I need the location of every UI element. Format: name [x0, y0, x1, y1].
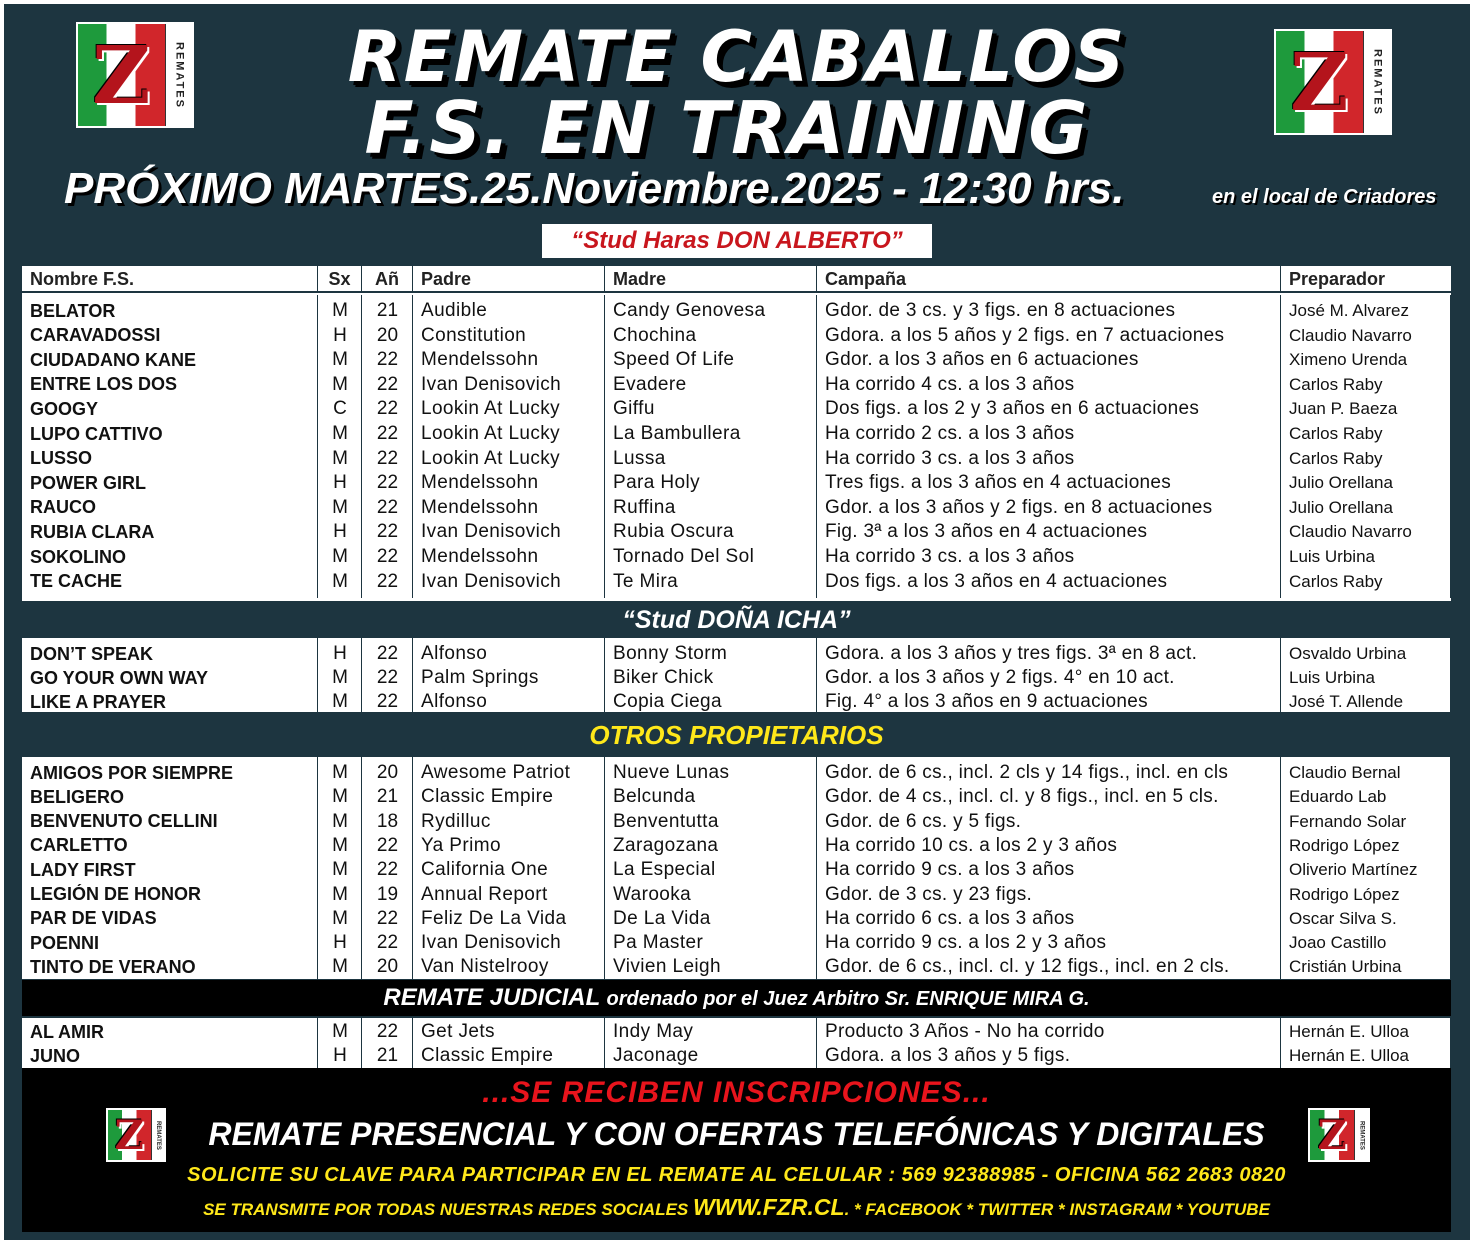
age-cell: 22	[376, 496, 399, 518]
horse-name-cell: LEGIÓN DE HONOR	[30, 884, 202, 904]
dam-cell: Speed Of Life	[613, 349, 735, 371]
trainer-cell: José T. Allende	[1289, 692, 1404, 712]
campaign-cell: Ha corrido 2 cs. a los 3 años	[825, 423, 1075, 444]
dam-cell: Para Holy	[613, 472, 701, 494]
campaign-cell: Gdor. a los 3 años en 6 actuaciones	[825, 349, 1139, 371]
sex-cell: M	[332, 1021, 348, 1042]
table-row	[22, 422, 1451, 446]
sire-cell: Rydilluc	[421, 810, 491, 832]
sire-cell: Alfonso	[421, 691, 488, 713]
campaign-cell: Dos figs. a los 2 y 3 años en 6 actuaciones	[825, 398, 1200, 420]
table-row	[22, 397, 1451, 421]
horse-name-cell: JUNO	[30, 1045, 81, 1066]
campaign-cell: Ha corrido 9 cs. a los 2 y 3 años	[825, 932, 1107, 954]
trainer-cell: Carlos Raby	[1289, 374, 1383, 394]
sire-cell: Mendelssohn	[421, 546, 539, 567]
campaign-cell: Ha corrido 10 cs. a los 2 y 3 años	[825, 834, 1118, 856]
horse-name-cell: GOOGY	[30, 398, 99, 419]
trainer-cell: Juan P. Baeza	[1289, 399, 1398, 419]
sire-cell: Ivan Denisovich	[421, 373, 562, 395]
trainer-cell: Luis Urbina	[1289, 668, 1375, 688]
dam-cell: Giffu	[613, 398, 655, 420]
sex-cell: M	[332, 907, 348, 929]
dam-cell: Benventutta	[613, 810, 719, 832]
dam-cell: Lussa	[613, 447, 666, 469]
horse-name-cell: LADY FIRST	[30, 859, 136, 880]
dam-cell: Indy May	[613, 1021, 694, 1042]
sex-cell: H	[333, 324, 347, 346]
campaign-cell: Gdor. de 6 cs. y 5 figs.	[825, 810, 1022, 832]
footer-contact: SOLICITE SU CLAVE PARA PARTICIPAR EN EL REMATE AL CELULAR : 569 92388985 - OFICINA 562 2683 0820	[187, 1164, 1286, 1186]
age-cell: 22	[376, 521, 399, 543]
dam-cell: De La Vida	[613, 907, 711, 929]
trainer-cell: Julio Orellana	[1289, 473, 1393, 493]
col-header-padre: Padre	[413, 266, 605, 291]
trainer-cell: Claudio Bernal	[1289, 763, 1401, 782]
dam-cell: Chochina	[613, 324, 697, 346]
trainer-cell: Rodrigo López	[1289, 835, 1400, 855]
sire-cell: Mendelssohn	[421, 472, 539, 494]
trainer-cell: José M. Alvarez	[1289, 301, 1409, 320]
table-row	[22, 761, 1451, 785]
trainer-cell: Carlos Raby	[1289, 571, 1383, 591]
trainer-cell: Oscar Silva S.	[1289, 908, 1397, 928]
sex-cell: H	[333, 1045, 347, 1067]
horse-name-cell: CARLETTO	[30, 835, 128, 856]
table-row	[22, 324, 1451, 348]
sire-cell: Palm Springs	[421, 667, 539, 689]
horse-name-cell: LUSSO	[30, 448, 93, 469]
sire-cell: Lookin At Lucky	[421, 447, 561, 469]
horse-name-cell: CIUDADANO KANE	[30, 349, 196, 370]
title-line-1: REMATE CABALLOS	[347, 16, 1127, 98]
sex-cell: M	[332, 810, 348, 832]
sire-cell: Van Nistelrooy	[421, 956, 549, 978]
horse-name-cell: POENNI	[30, 932, 100, 953]
sex-cell: H	[333, 521, 347, 543]
age-cell: 22	[376, 570, 399, 592]
campaign-cell: Gdor. de 3 cs. y 3 figs. en 8 actuaciones	[825, 300, 1176, 321]
campaign-cell: Gdor. de 3 cs. y 23 figs.	[825, 883, 1033, 905]
sex-cell: M	[332, 762, 348, 783]
sire-cell: Mendelssohn	[421, 496, 539, 518]
campaign-cell: Ha corrido 4 cs. a los 3 años	[825, 373, 1075, 395]
horse-name-cell: LUPO CATTIVO	[30, 423, 163, 444]
campaign-cell: Gdora. a los 5 años y 2 figs. en 7 actuaciones	[825, 324, 1225, 346]
age-cell: 22	[376, 859, 399, 881]
trainer-cell: Carlos Raby	[1289, 448, 1383, 468]
age-cell: 22	[376, 1021, 399, 1042]
age-cell: 20	[376, 324, 399, 346]
table-row	[22, 545, 1451, 569]
horse-name-cell: DON’T SPEAK	[30, 643, 154, 664]
logo-letter: Z	[92, 28, 151, 122]
table-row	[22, 834, 1451, 858]
table-row	[22, 931, 1451, 955]
campaign-cell: Gdor. de 6 cs., incl. cl. y 12 figs., incl. en 2 cls.	[825, 956, 1230, 978]
horse-name-cell: RAUCO	[30, 497, 96, 518]
dam-cell: Jaconage	[613, 1045, 699, 1067]
trainer-cell: Claudio Navarro	[1289, 325, 1412, 345]
footer	[22, 1068, 1451, 1232]
section-title-otros-propietarios: OTROS PROPIETARIOS	[22, 714, 1451, 756]
trainer-cell: Ximeno Urenda	[1289, 350, 1408, 370]
auction-location: en el local de Criadores	[1212, 186, 1437, 208]
age-cell: 21	[376, 786, 399, 808]
logo-footer-right	[1308, 1108, 1370, 1162]
table-body	[22, 638, 1451, 712]
campaign-cell: Gdora. a los 3 años y 5 figs.	[825, 1045, 1071, 1067]
dam-cell: Tornado Del Sol	[613, 546, 755, 567]
auction-date: PRÓXIMO MARTES.25.Noviembre.2025 - 12:30 hrs.	[64, 164, 1125, 213]
age-cell: 21	[376, 1045, 399, 1067]
table-row	[22, 955, 1451, 979]
age-cell: 22	[376, 907, 399, 929]
age-cell: 20	[376, 762, 399, 783]
horse-name-cell: GO YOUR OWN WAY	[30, 667, 209, 688]
campaign-cell: Ha corrido 6 cs. a los 3 años	[825, 907, 1075, 929]
col-header-campana: Campaña	[817, 266, 1281, 291]
dam-cell: Belcunda	[613, 786, 696, 808]
trainer-cell: Hernán E. Ulloa	[1289, 1022, 1410, 1041]
campaign-cell: Gdor. de 4 cs., incl. cl. y 8 figs., incl. en 5 cls.	[825, 786, 1219, 808]
dam-cell: Copia Ciega	[613, 691, 722, 713]
horse-name-cell: AL AMIR	[30, 1021, 104, 1042]
dam-cell: Bonny Storm	[613, 643, 728, 664]
table-row	[22, 447, 1451, 471]
col-header-an: Añ	[362, 266, 413, 291]
sire-cell: California One	[421, 859, 549, 881]
sex-cell: M	[332, 691, 348, 713]
horse-name-cell: ENTRE LOS DOS	[30, 374, 178, 395]
trainer-cell: Cristián Urbina	[1289, 957, 1402, 977]
sire-cell: Awesome Patriot	[421, 762, 571, 783]
sex-cell: M	[332, 496, 348, 518]
table-row	[22, 348, 1451, 372]
age-cell: 18	[376, 810, 399, 832]
age-cell: 22	[376, 423, 399, 444]
campaign-cell: Ha corrido 9 cs. a los 3 años	[825, 859, 1075, 881]
trainer-cell: Luis Urbina	[1289, 547, 1375, 566]
table-row	[22, 858, 1451, 882]
sex-cell: M	[332, 786, 348, 808]
horse-name-cell: BENVENUTO CELLINI	[30, 811, 218, 832]
horse-name-cell: LIKE A PRAYER	[30, 691, 167, 712]
trainer-cell: Osvaldo Urbina	[1289, 644, 1407, 663]
sire-cell: Ya Primo	[421, 834, 501, 856]
sex-cell: H	[333, 643, 347, 664]
sex-cell: M	[332, 883, 348, 905]
title-line-2: F.S. EN TRAINING	[364, 86, 1090, 170]
table-body	[22, 295, 1451, 598]
horse-name-cell: SOKOLINO	[30, 546, 127, 567]
age-cell: 22	[376, 834, 399, 856]
sire-cell: Ivan Denisovich	[421, 521, 562, 543]
table-row	[22, 570, 1451, 594]
age-cell: 22	[376, 472, 399, 494]
sire-cell: Classic Empire	[421, 1045, 554, 1067]
horse-name-cell: POWER GIRL	[30, 472, 146, 493]
table-row	[22, 810, 1451, 834]
sire-cell: Audible	[421, 300, 488, 321]
table-row	[22, 496, 1451, 520]
section-title-stud-don-alberto: “Stud Haras DON ALBERTO”	[542, 224, 932, 258]
sex-cell: M	[332, 570, 348, 592]
trainer-cell: Fernando Solar	[1289, 811, 1407, 831]
sex-cell: H	[333, 472, 347, 494]
trainer-cell: Carlos Raby	[1289, 424, 1383, 443]
dam-cell: La Bambullera	[613, 423, 741, 444]
logo-side-text	[1354, 1110, 1368, 1160]
trainer-cell: Rodrigo López	[1289, 884, 1400, 904]
sex-cell: M	[332, 423, 348, 444]
trainer-cell: Oliverio Martínez	[1289, 860, 1418, 880]
dam-cell: Warooka	[613, 883, 692, 905]
table-row	[22, 642, 1451, 666]
website-link[interactable]: WWW.FZR.CL	[693, 1194, 845, 1220]
dam-cell: La Especial	[613, 859, 716, 881]
footer-social	[22, 1194, 1451, 1221]
sire-cell: Get Jets	[421, 1021, 495, 1042]
table-body	[22, 1018, 1451, 1068]
sex-cell: C	[333, 398, 347, 420]
dam-cell: Vivien Leigh	[613, 956, 721, 978]
age-cell: 22	[376, 691, 399, 713]
table-body	[22, 757, 1451, 979]
sex-cell: M	[332, 546, 348, 567]
table-don-alberto	[22, 266, 1451, 598]
table-row	[22, 520, 1451, 544]
sex-cell: M	[332, 956, 348, 978]
logo-letter: Z	[1317, 1111, 1347, 1159]
table-row	[22, 471, 1451, 495]
col-header-name: Nombre F.S.	[22, 266, 318, 291]
dam-cell: Evadere	[613, 373, 687, 395]
horse-name-cell: RUBIA CLARA	[30, 521, 155, 542]
horse-name-cell: PAR DE VIDAS	[30, 908, 157, 929]
age-cell: 22	[376, 932, 399, 954]
trainer-cell: Eduardo Lab	[1289, 787, 1387, 807]
sex-cell: M	[332, 373, 348, 395]
logo-letter: Z	[114, 1111, 144, 1159]
age-cell: 22	[376, 667, 399, 689]
table-row	[22, 1020, 1451, 1044]
age-cell: 22	[376, 447, 399, 469]
campaign-cell: Ha corrido 3 cs. a los 3 años	[825, 546, 1075, 567]
campaign-cell: Gdora. a los 3 años y tres figs. 3ª en 8 act.	[825, 643, 1198, 664]
judicial-title: REMATE JUDICIAL	[383, 984, 600, 1011]
table-remate-judicial	[22, 1018, 1451, 1068]
horse-name-cell: TINTO DE VERANO	[30, 956, 196, 977]
sire-cell: Mendelssohn	[421, 349, 539, 371]
trainer-cell: Claudio Navarro	[1289, 522, 1412, 542]
sire-cell: Lookin At Lucky	[421, 423, 561, 444]
age-cell: 21	[376, 300, 399, 321]
campaign-cell: Tres figs. a los 3 años en 4 actuaciones	[825, 472, 1172, 494]
horse-name-cell: TE CACHE	[30, 571, 123, 592]
table-row	[22, 883, 1451, 907]
table-row	[22, 299, 1451, 323]
sex-cell: M	[332, 349, 348, 371]
sex-cell: M	[332, 667, 348, 689]
campaign-cell: Producto 3 Años - No ha corrido	[825, 1021, 1105, 1042]
sire-cell: Constitution	[421, 324, 527, 346]
table-row	[22, 373, 1451, 397]
sire-cell: Classic Empire	[421, 786, 554, 808]
trainer-cell: Julio Orellana	[1289, 497, 1393, 517]
table-header	[22, 266, 1451, 293]
trainer-cell: Hernán E. Ulloa	[1289, 1046, 1410, 1066]
col-header-preparador: Preparador	[1289, 269, 1386, 289]
table-row	[22, 666, 1451, 690]
dam-cell: Biker Chick	[613, 667, 714, 689]
sire-cell: Alfonso	[421, 643, 488, 664]
sire-cell: Feliz De La Vida	[421, 907, 567, 929]
section-title-remate-judicial	[22, 980, 1451, 1016]
sire-cell: Ivan Denisovich	[421, 570, 562, 592]
age-cell: 20	[376, 956, 399, 978]
table-row	[22, 907, 1451, 931]
dam-cell: Nueve Lunas	[613, 762, 730, 783]
sex-cell: M	[332, 300, 348, 321]
sex-cell: M	[332, 859, 348, 881]
dam-cell: Candy Genovesa	[613, 300, 766, 321]
age-cell: 22	[376, 546, 399, 567]
horse-name-cell: BELATOR	[30, 300, 116, 321]
sire-cell: Lookin At Lucky	[421, 398, 561, 420]
footer-social-prefix: SE TRANSMITE POR TODAS NUESTRAS REDES SOCIALES	[203, 1200, 693, 1219]
logo-side-label: REMATES	[173, 41, 186, 109]
auction-poster	[4, 4, 1470, 1240]
table-dona-icha	[22, 638, 1451, 712]
dam-cell: Rubia Oscura	[613, 521, 734, 543]
table-row	[22, 1044, 1451, 1068]
sire-cell: Ivan Denisovich	[421, 932, 562, 954]
trainer-cell: Joao Castillo	[1289, 933, 1387, 953]
age-cell: 22	[376, 349, 399, 371]
campaign-cell: Dos figs. a los 3 años en 4 actuaciones	[825, 570, 1168, 592]
horse-name-cell: BELIGERO	[30, 786, 125, 807]
campaign-cell: Gdor. a los 3 años y 2 figs. en 8 actuaciones	[825, 496, 1213, 518]
table-row	[22, 785, 1451, 809]
dam-cell: Pa Master	[613, 932, 704, 954]
age-cell: 22	[376, 643, 399, 664]
sex-cell: M	[332, 447, 348, 469]
logo-letter: Z	[1290, 35, 1349, 129]
sex-cell: M	[332, 834, 348, 856]
table-otros-propietarios	[22, 757, 1451, 979]
campaign-cell: Gdor. de 6 cs., incl. 2 cls y 14 figs., incl. en cls	[825, 762, 1229, 783]
dam-cell: Zaragozana	[613, 834, 719, 856]
footer-remate-presencial: REMATE PRESENCIAL Y CON OFERTAS TELEFÓNICAS Y DIGITALES	[208, 1116, 1265, 1152]
footer-social-suffix: . * FACEBOOK * TWITTER * INSTAGRAM * YOUTUBE	[844, 1200, 1270, 1219]
age-cell: 22	[376, 373, 399, 395]
logo-side-label: REMATES	[154, 1120, 161, 1150]
footer-inscripciones: ...SE RECIBEN INSCRIPCIONES...	[482, 1076, 991, 1109]
age-cell: 19	[376, 883, 399, 905]
logo-side-label: REMATES	[1371, 48, 1384, 116]
sex-cell: H	[333, 932, 347, 954]
section-title-stud-dona-icha: “Stud DOÑA ICHA”	[22, 598, 1451, 636]
col-header-madre: Madre	[605, 266, 817, 291]
logo-side-label: REMATES	[1358, 1120, 1365, 1150]
table-row	[22, 690, 1451, 714]
campaign-cell: Fig. 4° a los 3 años en 9 actuaciones	[825, 691, 1148, 713]
age-cell: 22	[376, 398, 399, 420]
sire-cell: Annual Report	[421, 883, 548, 905]
campaign-cell: Gdor. a los 3 años y 2 figs. 4° en 10 act.	[825, 667, 1175, 689]
campaign-cell: Ha corrido 3 cs. a los 3 años	[825, 447, 1075, 469]
campaign-cell: Fig. 3ª a los 3 años en 4 actuaciones	[825, 521, 1148, 543]
col-header-sx: Sx	[318, 266, 362, 291]
horse-name-cell: AMIGOS POR SIEMPRE	[30, 762, 234, 783]
dam-cell: Ruffina	[613, 496, 676, 518]
horse-name-cell: CARAVADOSSI	[30, 325, 161, 346]
judicial-subtitle: ordenado por el Juez Arbitro Sr. ENRIQUE MIRA G.	[606, 988, 1090, 1010]
dam-cell: Te Mira	[613, 570, 679, 592]
